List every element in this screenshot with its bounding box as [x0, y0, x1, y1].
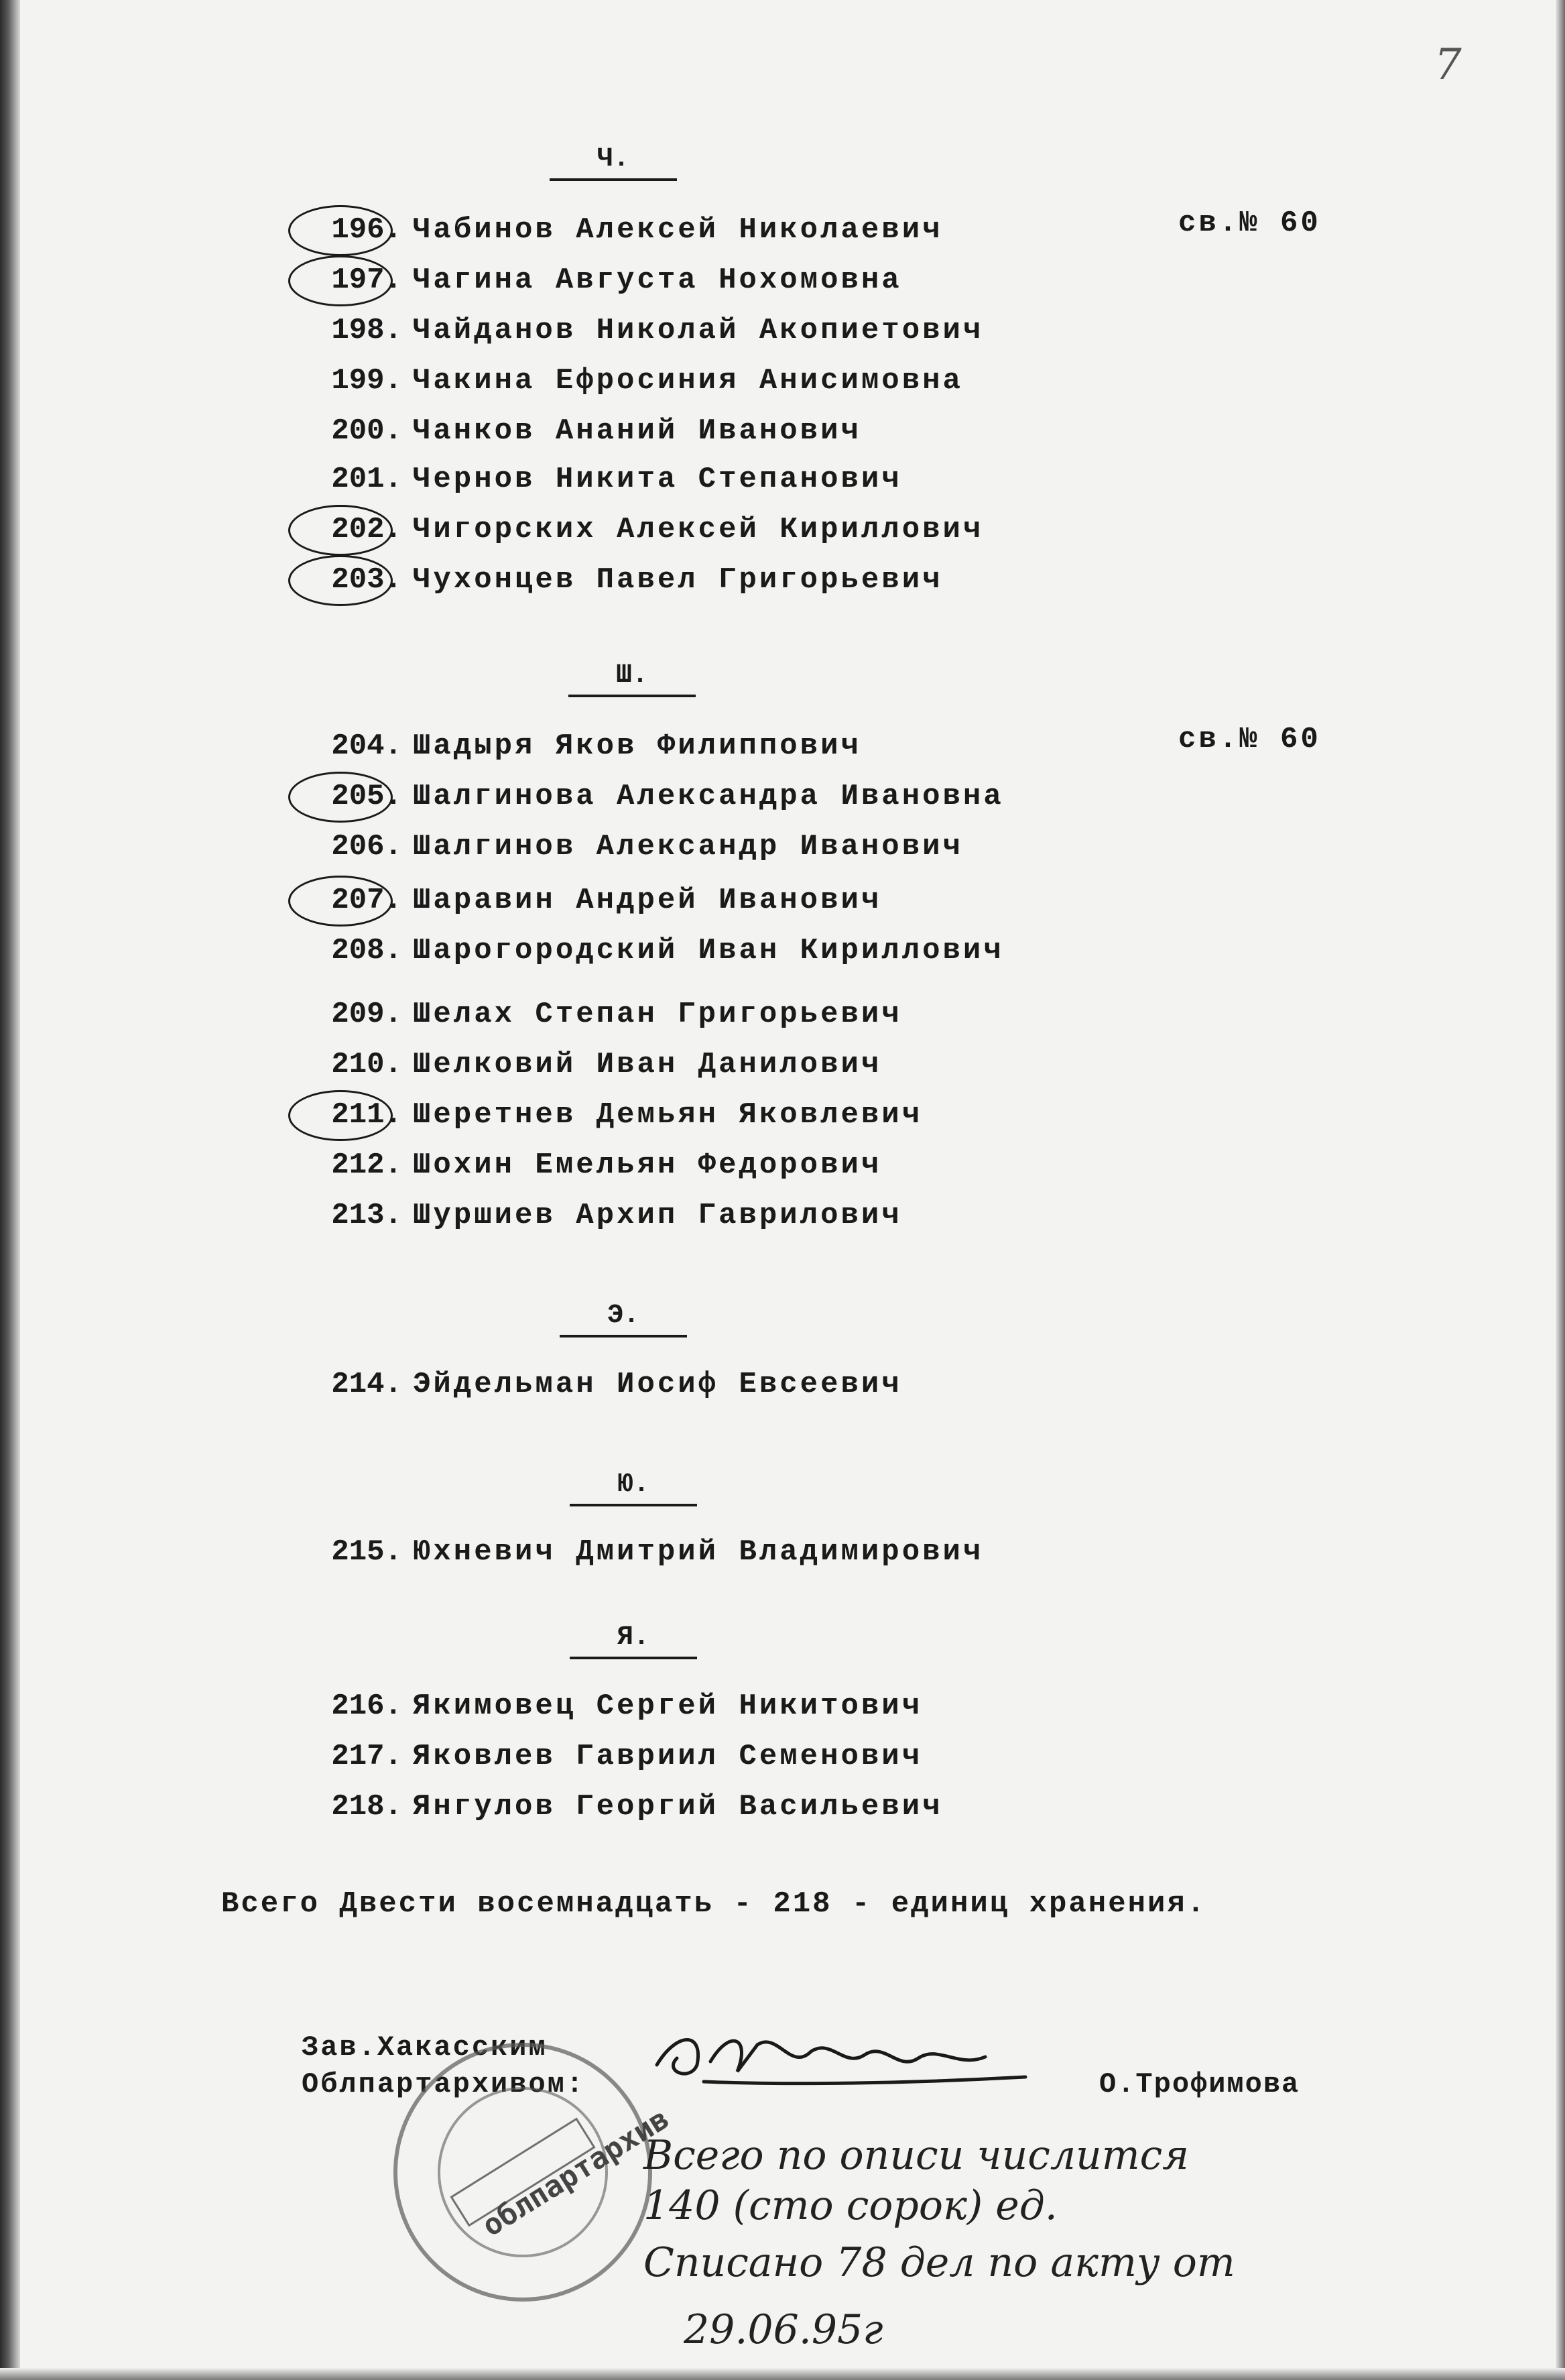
list-item — [281, 1535, 983, 1575]
entry-name: Чакина Ефросиния Анисимовна — [413, 364, 963, 398]
entry-number: 202. — [281, 513, 413, 546]
scan-edge-left — [0, 0, 20, 2380]
entry-number: 212. — [331, 1148, 402, 1182]
entry-number: 200. — [331, 414, 402, 448]
handwritten-note-line1: Всего по описи числится — [643, 2132, 1189, 2179]
entry-name: Шеретнев Демьян Яковлевич — [413, 1098, 923, 1132]
entry-number: 207. — [281, 884, 413, 917]
list-item — [281, 314, 983, 354]
entry-number: 203. — [281, 563, 413, 597]
entry-name: Шалгинов Александр Иванович — [413, 830, 963, 864]
entry-number: 216. — [331, 1689, 402, 1723]
list-item — [281, 830, 963, 870]
archive-ref-sh: св.№ 60 — [1178, 723, 1321, 756]
entry-number: 198. — [331, 314, 402, 347]
list-item — [281, 463, 902, 503]
list-item — [281, 934, 1004, 974]
handwritten-note-date: 29.06.95г — [684, 2306, 883, 2353]
entry-name: Чухонцев Павел Григорьевич — [413, 563, 943, 597]
list-item — [281, 729, 861, 770]
entry-name: Чернов Никита Степанович — [413, 463, 902, 496]
list-item — [281, 364, 963, 404]
entry-number: 208. — [331, 934, 402, 967]
section-heading-e: Э. — [560, 1301, 687, 1331]
entry-number: 206. — [331, 830, 402, 864]
entry-name: Шелковий Иван Данилович — [413, 1048, 882, 1081]
entry-number: 197. — [281, 263, 413, 297]
page-number: 7 — [1434, 40, 1462, 90]
list-item — [281, 1199, 902, 1239]
signature-title-line2: Облпартархивом: — [302, 2068, 586, 2100]
list-item — [281, 1098, 922, 1138]
section-heading-yu: Ю. — [570, 1470, 697, 1500]
list-item — [281, 1790, 943, 1830]
entry-number: 201. — [331, 463, 402, 496]
entry-name: Шалгинова Александра Ивановна — [413, 780, 1004, 813]
entry-number: 204. — [331, 729, 402, 763]
list-item — [281, 1740, 922, 1780]
handwritten-note-line3: Списано 78 дел по акту от — [643, 2239, 1235, 2286]
entry-name: Юхневич Дмитрий Владимирович — [413, 1535, 984, 1569]
list-item — [281, 780, 1004, 820]
entry-number: 199. — [331, 364, 402, 398]
entry-name: Шохин Емельян Федорович — [413, 1148, 882, 1182]
entry-name: Эйдельман Иосиф Евсеевич — [413, 1368, 902, 1401]
signatory-name: О.Трофимова — [1099, 2068, 1300, 2100]
handwritten-signature — [650, 2018, 1052, 2092]
list-item — [281, 1368, 902, 1408]
list-item — [281, 563, 943, 603]
entry-name: Яковлев Гавриил Семенович — [413, 1740, 923, 1773]
entry-name: Чанков Ананий Иванович — [413, 414, 861, 448]
entry-number: 209. — [331, 998, 402, 1031]
entry-number: 218. — [331, 1790, 402, 1824]
list-item — [281, 263, 902, 304]
entry-name: Шелах Степан Григорьевич — [413, 998, 902, 1031]
entry-number: 210. — [331, 1048, 402, 1081]
list-item — [281, 998, 902, 1038]
entry-name: Чигорских Алексей Кириллович — [413, 513, 984, 546]
handwritten-note-line2: 140 (сто сорок) ед. — [643, 2182, 1058, 2229]
entry-number: 217. — [331, 1740, 402, 1773]
entry-name: Чагина Августа Нохомовна — [413, 263, 902, 297]
entry-name: Янгулов Георгий Васильевич — [413, 1790, 943, 1824]
archive-ref-ch: св.№ 60 — [1178, 206, 1321, 240]
entry-number: 196. — [281, 213, 413, 247]
list-item — [281, 1048, 881, 1088]
entry-name: Чайданов Николай Акопиетович — [413, 314, 984, 347]
section-heading-sh: Ш. — [568, 660, 696, 691]
entry-number: 214. — [331, 1368, 402, 1401]
list-item — [281, 1148, 881, 1189]
entry-name: Якимовец Сергей Никитович — [413, 1689, 923, 1723]
entry-name: Шадыря Яков Филиппович — [413, 729, 861, 763]
entry-name: Чабинов Алексей Николаевич — [413, 213, 943, 247]
list-item — [281, 513, 983, 553]
total-line: Всего Двести восемнадцать - 218 - единиц хранения. — [221, 1887, 1207, 1921]
list-item — [281, 1689, 922, 1730]
list-item — [281, 213, 943, 253]
archive-stamp — [375, 2031, 670, 2313]
entry-number: 215. — [331, 1535, 402, 1569]
stamp-text: облпартархив — [476, 2101, 676, 2244]
list-item — [281, 414, 861, 455]
entry-name: Шарогородский Иван Кириллович — [413, 934, 1004, 967]
list-item — [281, 884, 881, 924]
entry-number: 211. — [281, 1098, 413, 1132]
section-heading-ch: Ч. — [550, 144, 677, 174]
entry-name: Шаравин Андрей Иванович — [413, 884, 882, 917]
scan-edge-bottom — [0, 2368, 1565, 2380]
entry-number: 205. — [281, 780, 413, 813]
entry-name: Шуршиев Архип Гаврилович — [413, 1199, 902, 1232]
entry-number: 213. — [331, 1199, 402, 1232]
section-heading-ya: Я. — [570, 1622, 697, 1653]
scan-edge-right — [1556, 0, 1565, 2380]
signature-title-line1: Зав.Хакасским — [302, 2031, 548, 2064]
